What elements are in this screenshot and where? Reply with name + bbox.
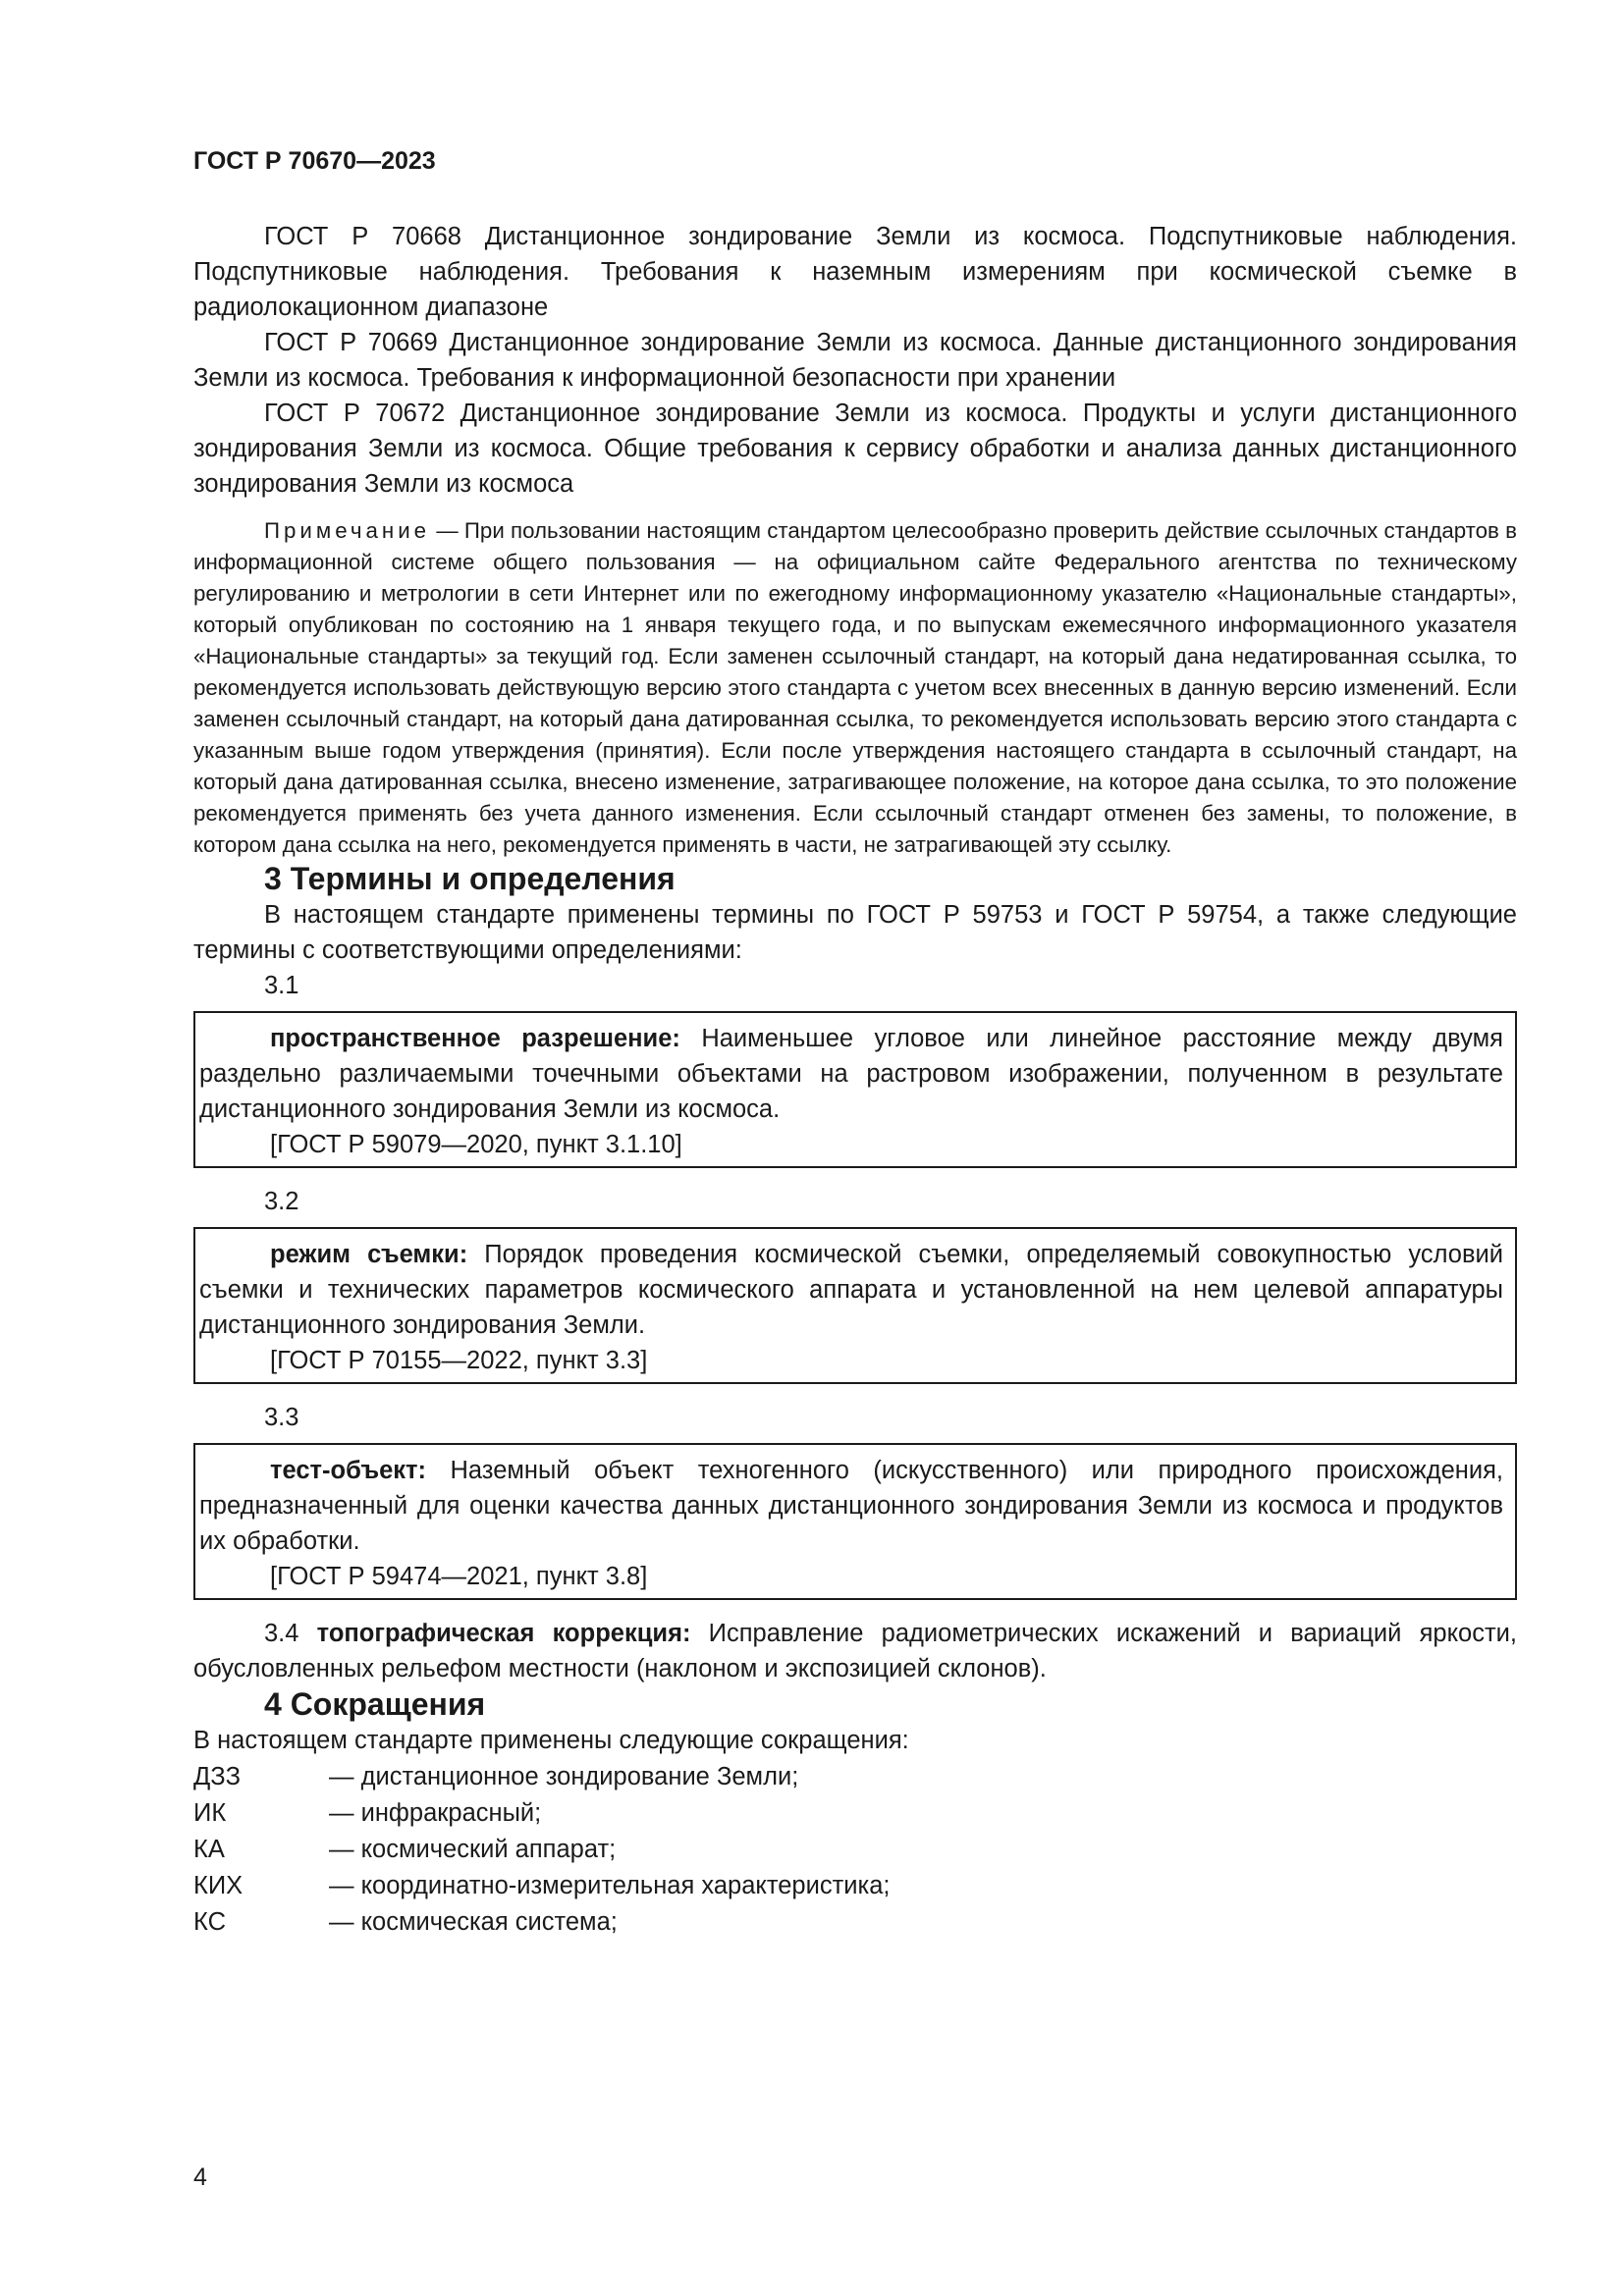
note-label: Примечание (264, 518, 431, 543)
abbreviation-row (193, 1868, 1517, 1904)
abbreviation-key: КИХ (193, 1872, 244, 1899)
reference-gost-70669: ГОСТ Р 70669 Дистанционное зондирование Земли из космоса. Данные дистанционного зондирования Земли из космоса. Требования к информационной безопасности при хранении (193, 329, 1517, 392)
term-definition-3-1 (199, 1021, 1503, 1127)
section-3-intro: В настоящем стандарте применены термины по ГОСТ Р 59753 и ГОСТ Р 59754, а также следующие термины с соответствующими определениями: (193, 901, 1517, 964)
abbreviation-row (193, 1832, 1517, 1868)
term-box-3-2 (193, 1227, 1517, 1384)
term-box-3-1 (193, 1011, 1517, 1168)
note-paragraph (193, 515, 1517, 861)
page-number: 4 (193, 2163, 207, 2191)
document-page (193, 147, 1517, 1941)
term-number-3-3: 3.3 (264, 1404, 299, 1431)
term-text-3-3: Наземный объект техногенного (искусственного) или природного происхождения, предназначенный для оценки качества данных дистанционного зондирования Земли из космоса и продуктов их обработки. (199, 1457, 1503, 1555)
reference-gost-70668: ГОСТ Р 70668 Дистанционное зондирование Земли из космоса. Подспутниковые наблюдения. Подспутниковые наблюдения. Требования к наземным измерениям при космической съемке в радиолокационном диапазоне (193, 223, 1517, 321)
abbreviation-key: ИК (193, 1799, 227, 1827)
term-text-3-1: Наименьшее угловое или линейное расстояние между двумя раздельно различаемыми точечными объектами на растровом изображении, полученном в результате дистанционного зондирования Земли из космоса. (199, 1025, 1503, 1123)
abbreviation-row (193, 1759, 1517, 1795)
reference-gost-70672: ГОСТ Р 70672 Дистанционное зондирование Земли из космоса. Продукты и услуги дистанционного зондирования Земли из космоса. Общие требования к сервису обработки и анализа данных дистанционного зондирования Земли из космоса (193, 400, 1517, 498)
abbreviation-meaning: — координатно-измерительная характеристика; (329, 1872, 891, 1899)
section-4-title: 4 Сокращения (264, 1686, 486, 1722)
term-box-3-3 (193, 1443, 1517, 1600)
term-number-3-4: 3.4 (264, 1620, 317, 1647)
term-definition-3-3 (199, 1453, 1503, 1559)
term-text-3-2: Порядок проведения космической съемки, определяемый совокупностью условий съемки и технических параметров космического аппарата и установленной на нем целевой аппаратуры дистанционного зондирования Земли. (199, 1241, 1503, 1339)
term-name-3-2: режим съемки: (270, 1241, 468, 1268)
section-3-title: 3 Термины и определения (264, 861, 676, 896)
abbreviation-key: КС (193, 1908, 226, 1936)
term-number-3-1: 3.1 (264, 972, 299, 999)
section-4-intro: В настоящем стандарте применены следующие сокращения: (193, 1727, 909, 1754)
term-name-3-3: тест-объект: (270, 1457, 427, 1484)
abbreviation-row (193, 1904, 1517, 1941)
abbreviation-meaning: — инфракрасный; (329, 1799, 542, 1827)
abbreviation-key: ДЗЗ (193, 1763, 242, 1790)
abbreviation-meaning: — космическая система; (329, 1908, 618, 1936)
term-definition-3-2 (199, 1237, 1503, 1343)
term-number-3-2: 3.2 (264, 1188, 299, 1215)
term-name-3-1: пространственное разрешение: (270, 1025, 680, 1052)
term-source-3-3: [ГОСТ Р 59474—2021, пункт 3.8] (270, 1563, 648, 1590)
term-name-3-4: топографическая коррекция: (316, 1620, 691, 1647)
document-header: ГОСТ Р 70670—2023 (193, 147, 436, 175)
term-text-3-4: Исправление радиометрических искажений и вариаций яркости, обусловленных рельефом местности (наклоном и экспозицией склонов). (193, 1620, 1517, 1682)
term-source-3-2: [ГОСТ Р 70155—2022, пункт 3.3] (270, 1347, 648, 1374)
abbreviation-meaning: — космический аппарат; (329, 1836, 617, 1863)
term-definition-3-4 (193, 1616, 1517, 1686)
term-source-3-1: [ГОСТ Р 59079—2020, пункт 3.1.10] (270, 1131, 682, 1158)
abbreviation-meaning: — дистанционное зондирование Земли; (329, 1763, 799, 1790)
abbreviation-key: КА (193, 1836, 225, 1863)
abbreviation-row (193, 1795, 1517, 1832)
note-text: — При пользовании настоящим стандартом целесообразно проверить действие ссылочных стандартов в информационной системе общего пользования — на официальном сайте Федерального агентства по техническому регулированию и метрологии в сети Интернет или по ежегодному информационному указателю «Национальные стандарты», который опубликован по состоянию на 1 января текущего года, и по выпускам ежемесячного информационного указателя «Национальные стандарты» за текущий год. Если заменен ссылочный стандарт, на который дана недатированная ссылка, то рекомендуется использовать действующую версию этого стандарта с учетом всех внесенных в данную версию изменений. Если заменен ссылочный стандарт, на который дана датированная ссылка, то рекомендуется использовать версию этого стандарта с указанным выше годом утверждения (принятия). Если после утверждения настоящего стандарта в ссылочный стандарт, на который дана датированная ссылка, внесено изменение, затрагивающее положение, на которое дана ссылка, то это положение рекомендуется применять без учета данного изменения. Если ссылочный стандарт отменен без замены, то положение, в котором дана ссылка на него, рекомендуется применять в части, не затрагивающей эту ссылку. (193, 518, 1517, 857)
